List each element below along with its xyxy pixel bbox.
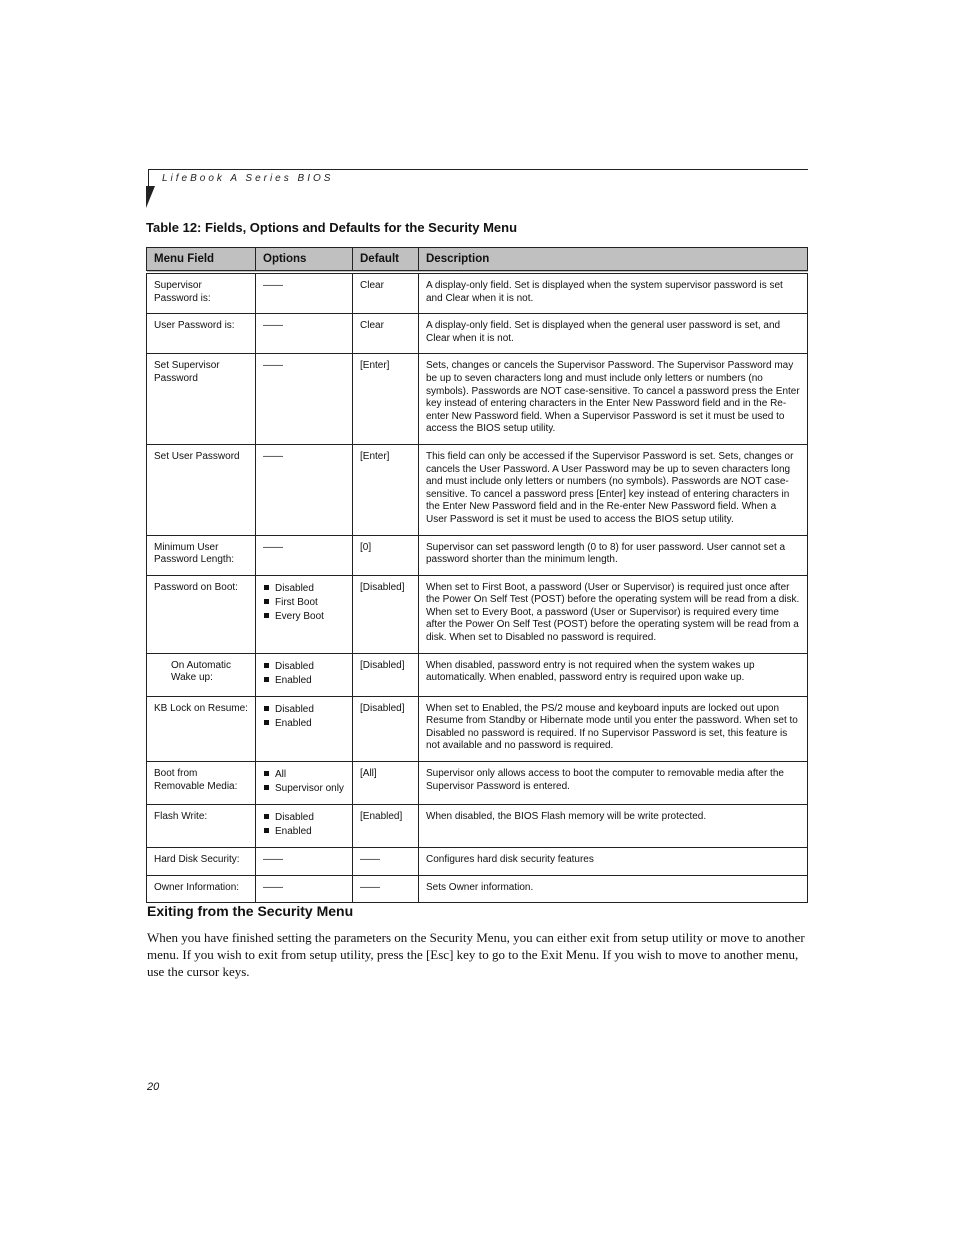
cell-default: —— — [353, 848, 419, 876]
cell-description: When set to Enabled, the PS/2 mouse and keyboard inputs are locked out upon Resume from Standby or Hibernate mode until you enter the password. When set to Disabled no password is required. If no Supervisor Password is set, this feature is not available and no password is required. — [419, 696, 808, 761]
menu-field-label: Set User Password — [154, 450, 240, 462]
cell-options — [256, 444, 353, 535]
table-row — [147, 272, 808, 314]
running-head-rule — [148, 169, 808, 170]
options-list — [263, 811, 345, 839]
cell-description: Sets, changes or cancels the Supervisor Password. The Supervisor Password may be up to seven characters long and must include only letters or numbers (no symbols). Passwords are NOT case-sensitive. To cancel a password press the Enter key instead of entering characters in the Enter New Password field and in the Re-enter New Password field. When a Supervisor Password is set it must be used to access the BIOS setup utility. — [419, 354, 808, 445]
cell-default: [Disabled] — [353, 653, 419, 696]
cell-default: [Enter] — [353, 444, 419, 535]
cell-menu-field — [147, 762, 256, 805]
cell-default: Clear — [353, 272, 419, 314]
cell-options — [256, 575, 353, 653]
cell-options — [256, 805, 353, 848]
menu-field-label: KB Lock on Resume: — [154, 702, 248, 714]
cell-default: [Enter] — [353, 354, 419, 445]
cell-options — [256, 354, 353, 445]
option-item: First Boot — [263, 596, 345, 610]
header-menu-field: Menu Field — [147, 248, 256, 273]
cell-description: When set to First Boot, a password (User or Supervisor) is required just once after the Power On Self Test (POST) before the operating system will be read from a disk. When set to Every Boot, a password (User or Supervisor) is required every time after the Power On Self Test (POST) before the operating system will be read from a disk. When set to Disabled no password is required. — [419, 575, 808, 653]
menu-field-label: Set Supervisor Password — [154, 360, 220, 384]
cell-default: —— — [353, 875, 419, 903]
cell-menu-field — [147, 875, 256, 903]
cell-menu-field — [147, 653, 256, 696]
option-item: Disabled — [263, 660, 345, 674]
table-row — [147, 314, 808, 354]
options-none: —— — [263, 854, 283, 866]
option-item: Disabled — [263, 582, 345, 596]
cell-options — [256, 848, 353, 876]
option-item: Disabled — [263, 703, 345, 717]
options-list — [263, 582, 345, 624]
running-head-tab — [146, 186, 155, 208]
table-row — [147, 444, 808, 535]
option-item: All — [263, 768, 345, 782]
table-header-row — [147, 248, 808, 273]
cell-menu-field — [147, 535, 256, 575]
table-row — [147, 653, 808, 696]
options-none: —— — [263, 280, 283, 291]
menu-field-label: User Password is: — [154, 320, 235, 332]
cell-default: Clear — [353, 314, 419, 354]
table-row — [147, 762, 808, 805]
cell-default: [0] — [353, 535, 419, 575]
cell-menu-field — [147, 272, 256, 314]
cell-description: A display-only field. Set is displayed when the system supervisor password is set and Clear when it is not. — [419, 272, 808, 314]
cell-description: When disabled, password entry is not required when the system wakes up automatically. When enabled, password entry is required upon wake up. — [419, 653, 808, 696]
table-row — [147, 875, 808, 903]
menu-field-label: Boot from Removable Media: — [154, 768, 238, 792]
cell-description: Configures hard disk security features — [419, 848, 808, 876]
menu-field-label: Supervisor Password is: — [154, 280, 211, 304]
running-head-bar — [148, 169, 149, 187]
page-number: 20 — [147, 1081, 160, 1093]
table-row — [147, 535, 808, 575]
cell-options — [256, 696, 353, 761]
cell-menu-field — [147, 805, 256, 848]
cell-options — [256, 762, 353, 805]
cell-options — [256, 535, 353, 575]
table-row — [147, 575, 808, 653]
header-default: Default — [353, 248, 419, 273]
cell-default: [Enabled] — [353, 805, 419, 848]
cell-description: Supervisor only allows access to boot the computer to removable media after the Supervisor Password is entered. — [419, 762, 808, 805]
cell-description: Sets Owner information. — [419, 875, 808, 903]
cell-menu-field — [147, 444, 256, 535]
table-caption: Table 12: Fields, Options and Defaults for the Security Menu — [146, 220, 518, 235]
running-head: LifeBook A Series BIOS — [162, 173, 334, 184]
option-item: Enabled — [263, 674, 345, 688]
cell-options — [256, 272, 353, 314]
options-none: —— — [263, 541, 283, 553]
table-row — [147, 805, 808, 848]
options-list — [263, 703, 345, 731]
cell-default: [Disabled] — [353, 696, 419, 761]
options-none: —— — [263, 450, 283, 462]
cell-menu-field — [147, 575, 256, 653]
cell-options — [256, 314, 353, 354]
cell-menu-field — [147, 696, 256, 761]
option-item: Every Boot — [263, 610, 345, 624]
table-row — [147, 696, 808, 761]
menu-field-label: Hard Disk Security: — [154, 854, 240, 866]
menu-field-label: Owner Information: — [154, 881, 240, 893]
cell-default: [All] — [353, 762, 419, 805]
menu-field-label: On Automatic Wake up: — [171, 659, 232, 684]
table-row — [147, 354, 808, 445]
menu-field-label: Minimum User Password Length: — [154, 541, 235, 566]
option-item: Supervisor only — [263, 782, 345, 796]
menu-field-label: Flash Write: — [154, 811, 208, 823]
menu-field-label: Password on Boot: — [154, 581, 238, 593]
cell-description: A display-only field. Set is displayed when the general user password is set, and Clear when it is not. — [419, 314, 808, 354]
options-none: —— — [263, 881, 283, 893]
section-heading: Exiting from the Security Menu — [147, 903, 354, 919]
cell-default: [Disabled] — [353, 575, 419, 653]
option-item: Enabled — [263, 717, 345, 731]
cell-menu-field — [147, 354, 256, 445]
header-description: Description — [419, 248, 808, 273]
options-list — [263, 660, 345, 688]
cell-description: This field can only be accessed if the Supervisor Password is set. Sets, changes or cancels the User Password. A User Password may be up to seven characters long and must include only letters or numbers (no symbols). Passwords are NOT case-sensitive. To cancel a password press [Enter] key instead of entering characters in the Enter New Password field and in the Re-enter New Password field. When a User Password is set it must be used to access the BIOS setup utility. — [419, 444, 808, 535]
cell-description: Supervisor can set password length (0 to 8) for user password. User cannot set a password shorter than the minimum length. — [419, 535, 808, 575]
cell-options — [256, 875, 353, 903]
options-list — [263, 768, 345, 796]
cell-menu-field — [147, 314, 256, 354]
header-options: Options — [256, 248, 353, 273]
table-row — [147, 848, 808, 876]
options-none: —— — [263, 360, 283, 372]
security-menu-table — [146, 247, 808, 903]
option-item: Enabled — [263, 825, 345, 839]
table-body — [147, 272, 808, 903]
options-none: —— — [263, 320, 283, 332]
cell-menu-field — [147, 848, 256, 876]
body-paragraph: When you have finished setting the parameters on the Security Menu, you can either exit from setup utility or move to another menu. If you wish to exit from setup utility, press the [Esc] key to go to the Exit Menu. If you wish to move to another menu, use the cursor keys. — [147, 930, 805, 979]
option-item: Disabled — [263, 811, 345, 825]
cell-options — [256, 653, 353, 696]
cell-description: When disabled, the BIOS Flash memory will be write protected. — [419, 805, 808, 848]
